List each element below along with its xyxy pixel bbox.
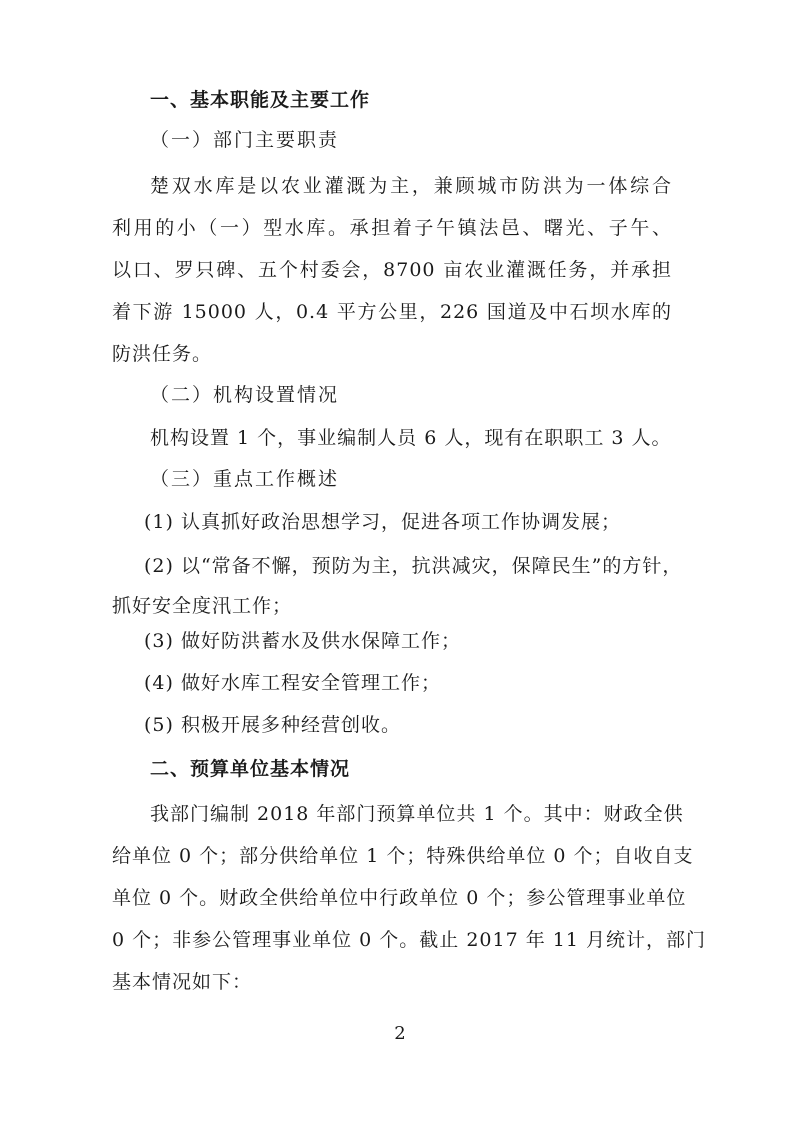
paragraph-line: 以口、罗只碑、五个村委会，8700 亩农业灌溉任务，并承担 bbox=[112, 259, 672, 281]
paragraph-line: 我部门编制 2018 年部门预算单位共 1 个。其中：财政全供 bbox=[150, 803, 684, 825]
paragraph-line: 给单位 0 个；部分供给单位 1 个；特殊供给单位 0 个；自收自支 bbox=[112, 845, 694, 867]
paragraph-line: 利用的小（一）型水库。承担着子午镇法邑、曙光、子午、 bbox=[112, 217, 672, 239]
paragraph-line: 0 个；非参公管理事业单位 0 个。截止 2017 年 11 月统计，部门 bbox=[112, 929, 706, 951]
section-heading-budget-units: 二、预算单位基本情况 bbox=[150, 758, 351, 780]
paragraph-line: 着下游 15000 人，0.4 平方公里，226 国道及中石坝水库的 bbox=[112, 301, 672, 323]
subheading-main-duties: （一）部门主要职责 bbox=[150, 129, 340, 151]
paragraph-line: 单位 0 个。财政全供给单位中行政单位 0 个；参公管理事业单位 bbox=[112, 887, 687, 909]
paragraph-line: 防洪任务。 bbox=[112, 343, 213, 365]
list-item: (3) 做好防洪蓄水及供水保障工作； bbox=[144, 630, 461, 652]
paragraph-line: 机构设置 1 个，事业编制人员 6 人，现有在职职工 3 人。 bbox=[150, 427, 672, 449]
list-item: (5) 积极开展多种经营创收。 bbox=[144, 714, 401, 736]
paragraph-line: 楚双水库是以农业灌溉为主，兼顾城市防洪为一体综合 bbox=[150, 175, 672, 197]
subheading-key-work: （三）重点工作概述 bbox=[150, 468, 340, 490]
page-number: 2 bbox=[394, 1023, 406, 1044]
subheading-organization: （二）机构设置情况 bbox=[150, 384, 340, 406]
list-item-continuation: 抓好安全度汛工作； bbox=[112, 595, 293, 617]
paragraph-line: 基本情况如下： bbox=[112, 971, 253, 993]
list-item: (1) 认真抓好政治思想学习，促进各项工作协调发展； bbox=[144, 511, 621, 533]
section-heading-basic-functions: 一、基本职能及主要工作 bbox=[150, 89, 371, 111]
list-item: (2) 以“常备不懈，预防为主，抗洪减灾，保障民生”的方针， bbox=[144, 555, 683, 577]
list-item: (4) 做好水库工程安全管理工作； bbox=[144, 672, 441, 694]
